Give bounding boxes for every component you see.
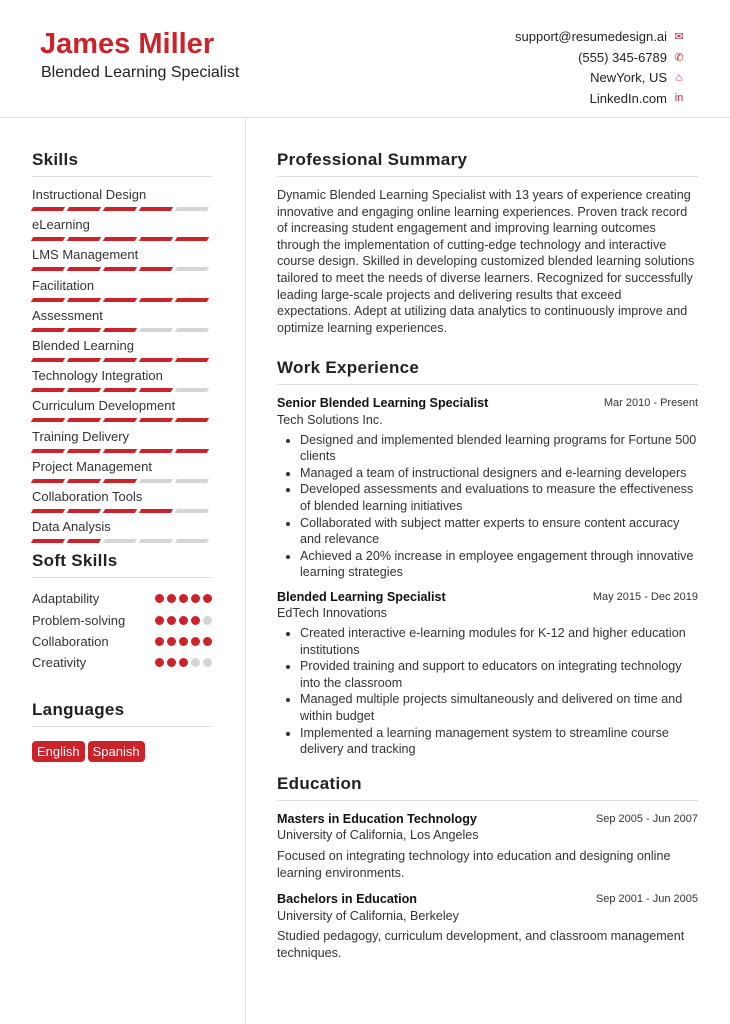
skill-bar-segment xyxy=(67,358,101,362)
skill-bar-segment xyxy=(139,237,173,241)
rating-dot xyxy=(179,616,188,625)
envelope-icon: ✉ xyxy=(674,30,684,43)
skill-item xyxy=(32,429,212,459)
skill-bar-segment xyxy=(103,509,137,513)
skill-bar-segment xyxy=(103,479,137,483)
education-heading: Education xyxy=(277,774,698,801)
skill-name: Technology Integration xyxy=(32,368,163,384)
contact-text: (555) 345-6789 xyxy=(578,49,667,65)
home-icon: ⌂ xyxy=(675,71,683,84)
skill-item xyxy=(32,368,212,398)
rating-dot xyxy=(203,616,212,625)
degree: Masters in Education Technology xyxy=(277,811,477,826)
soft-skill-rating xyxy=(155,616,212,625)
job-dates: May 2015 - Dec 2019 xyxy=(592,590,698,603)
contact-text: support@resumedesign.ai xyxy=(515,28,667,44)
skill-bar-segment xyxy=(175,298,209,302)
skill-bar-segment xyxy=(175,479,209,483)
skill-bar-segment xyxy=(103,388,137,392)
skill-bar-segment xyxy=(175,539,209,543)
candidate-title: Blended Learning Specialist xyxy=(41,64,240,81)
job-bullet: • Managed a team of instructional designers and e-learning developers xyxy=(300,465,698,482)
summary-heading: Professional Summary xyxy=(277,150,698,177)
phone-icon: ✆ xyxy=(674,51,684,64)
job-dates: Mar 2010 - Present xyxy=(603,397,698,410)
rating-dot xyxy=(155,637,164,646)
skill-name: eLearning xyxy=(32,217,90,233)
skill-bar-segment xyxy=(175,237,209,241)
skill-bar-segment xyxy=(67,539,101,543)
skill-level-bar xyxy=(32,267,212,271)
skill-item xyxy=(32,217,212,247)
skill-bar-segment xyxy=(175,509,209,513)
main-content xyxy=(277,150,698,976)
skill-bar-segment xyxy=(139,418,173,422)
soft-skill-rating xyxy=(155,637,212,646)
skill-bar-segment xyxy=(31,479,65,483)
rating-dot xyxy=(203,637,212,646)
education-dates: Sep 2005 - Jun 2007 xyxy=(595,812,698,825)
skill-bar-segment xyxy=(67,479,101,483)
skill-bar-segment xyxy=(31,267,65,271)
column-divider xyxy=(245,118,246,1024)
skills-list xyxy=(32,187,212,549)
rating-dot xyxy=(191,658,200,667)
rating-dot xyxy=(191,594,200,603)
job-bullet: • Collaborated with subject matter experts to ensure content accuracy and relevance xyxy=(300,515,698,548)
skill-bar-segment xyxy=(103,449,137,453)
school: University of California, Los Angeles xyxy=(277,828,479,843)
work-heading: Work Experience xyxy=(277,358,698,385)
language-tag: Spanish xyxy=(88,741,145,762)
skill-item xyxy=(32,398,212,428)
skill-bar-segment xyxy=(139,267,173,271)
rating-dot xyxy=(203,658,212,667)
skill-bar-segment xyxy=(31,298,65,302)
job-title: Blended Learning Specialist xyxy=(277,589,446,604)
job-bullet: • Managed multiple projects simultaneously and delivered on time and within budget xyxy=(300,691,698,724)
contact-list xyxy=(515,26,685,109)
language-tag: English xyxy=(32,741,85,762)
skill-name: Assessment xyxy=(32,307,103,323)
job-entry xyxy=(277,395,698,581)
skill-bar-segment xyxy=(31,237,65,241)
jobs-list xyxy=(277,395,698,757)
skill-name: Curriculum Development xyxy=(32,398,176,414)
rating-dot xyxy=(155,658,164,667)
education-entry xyxy=(277,811,698,881)
skill-bar-segment xyxy=(67,298,101,302)
skill-bar-segment xyxy=(31,509,65,513)
skill-bar-segment xyxy=(139,207,173,211)
skill-bar-segment xyxy=(31,328,65,332)
skill-level-bar xyxy=(32,328,212,332)
rating-dot xyxy=(167,616,176,625)
skill-bar-segment xyxy=(103,237,137,241)
skill-bar-segment xyxy=(67,328,101,332)
skill-level-bar xyxy=(32,298,212,302)
skill-bar-segment xyxy=(175,207,209,211)
rating-dot xyxy=(167,658,176,667)
skill-bar-segment xyxy=(31,539,65,543)
skill-bar-segment xyxy=(139,388,173,392)
resume-header xyxy=(0,0,730,118)
rating-dot xyxy=(203,594,212,603)
skill-level-bar xyxy=(32,449,212,453)
skill-item xyxy=(32,278,212,308)
soft-skills-heading: Soft Skills xyxy=(32,551,212,578)
education-description: Focused on integrating technology into education and designing online learning environments. xyxy=(277,849,671,880)
skill-bar-segment xyxy=(175,388,209,392)
skill-item xyxy=(32,338,212,368)
soft-skill-name: Problem-solving xyxy=(32,612,126,628)
rating-dot xyxy=(191,637,200,646)
job-bullet: • Created interactive e-learning modules for K-12 and higher education institutions xyxy=(300,625,698,658)
skill-bar-segment xyxy=(67,509,101,513)
linkedin-icon: in xyxy=(674,92,684,105)
skill-bar-segment xyxy=(139,479,173,483)
job-bullet: • Designed and implemented blended learning programs for Fortune 500 clients xyxy=(300,432,698,465)
languages-list xyxy=(32,741,212,762)
skill-level-bar xyxy=(32,237,212,241)
skill-level-bar xyxy=(32,388,212,392)
rating-dot xyxy=(155,594,164,603)
skill-name: Project Management xyxy=(32,458,152,474)
skill-bar-segment xyxy=(175,328,209,332)
skill-bar-segment xyxy=(103,267,137,271)
soft-skill-item xyxy=(32,610,212,631)
skill-item xyxy=(32,459,212,489)
sidebar xyxy=(32,150,212,762)
skill-bar-segment xyxy=(67,418,101,422)
job-bullets xyxy=(300,432,698,581)
rating-dot xyxy=(179,658,188,667)
soft-skill-item xyxy=(32,588,212,609)
contact-text: NewYork, US xyxy=(590,70,667,86)
skill-bar-segment xyxy=(103,298,137,302)
skill-bar-segment xyxy=(103,328,137,332)
soft-skill-name: Adaptability xyxy=(32,591,100,607)
skill-bar-segment xyxy=(103,539,137,543)
skill-bar-segment xyxy=(103,418,137,422)
skill-item xyxy=(32,187,212,217)
skill-bar-segment xyxy=(67,388,101,392)
soft-skill-item xyxy=(32,631,212,652)
job-company: EdTech Innovations xyxy=(277,606,387,621)
skill-bar-segment xyxy=(67,449,101,453)
contact-item[interactable] xyxy=(515,88,685,109)
contact-item[interactable] xyxy=(515,47,685,68)
skill-level-bar xyxy=(32,479,212,483)
languages-heading: Languages xyxy=(32,700,212,727)
rating-dot xyxy=(167,637,176,646)
degree: Bachelors in Education xyxy=(277,892,417,907)
skill-item xyxy=(32,519,212,549)
contact-item[interactable] xyxy=(515,67,685,88)
skill-bar-segment xyxy=(175,267,209,271)
job-entry xyxy=(277,589,698,758)
skill-level-bar xyxy=(32,509,212,513)
rating-dot xyxy=(155,616,164,625)
skill-name: Collaboration Tools xyxy=(32,488,143,504)
skill-bar-segment xyxy=(67,237,101,241)
skill-bar-segment xyxy=(139,358,173,362)
skill-item xyxy=(32,247,212,277)
skills-heading: Skills xyxy=(32,150,212,177)
job-company: Tech Solutions Inc. xyxy=(277,412,383,427)
job-bullets xyxy=(300,625,698,758)
job-title: Senior Blended Learning Specialist xyxy=(277,396,489,411)
skill-bar-segment xyxy=(175,358,209,362)
soft-skills-list xyxy=(32,588,212,673)
skill-bar-segment xyxy=(67,207,101,211)
skill-bar-segment xyxy=(175,449,209,453)
skill-bar-segment xyxy=(139,298,173,302)
skill-bar-segment xyxy=(67,267,101,271)
soft-skill-rating xyxy=(155,658,212,667)
soft-skill-item xyxy=(32,652,212,673)
candidate-name: James Miller xyxy=(40,28,215,60)
skill-bar-segment xyxy=(31,358,65,362)
job-bullet: • Developed assessments and evaluations to measure the effectiveness of blended learning initiatives xyxy=(300,481,698,514)
education-entry xyxy=(277,891,698,961)
contact-text: LinkedIn.com xyxy=(589,90,667,106)
education-dates: Sep 2001 - Jun 2005 xyxy=(595,893,698,906)
soft-skill-name: Creativity xyxy=(32,655,87,671)
contact-item[interactable] xyxy=(515,26,685,47)
skill-level-bar xyxy=(32,418,212,422)
skill-name: Facilitation xyxy=(32,277,95,293)
soft-skill-rating xyxy=(155,594,212,603)
skill-level-bar xyxy=(32,358,212,362)
skill-bar-segment xyxy=(103,358,137,362)
skill-name: Blended Learning xyxy=(32,337,134,353)
rating-dot xyxy=(179,594,188,603)
skill-bar-segment xyxy=(139,509,173,513)
skill-bar-segment xyxy=(139,449,173,453)
summary-text: Dynamic Blended Learning Specialist with 13 years of experience creating innovative and engaging online learning experiences. Proven track record of increasing student engagement and improving learning outcomes through the implementation of cutting-edge technology and interactive course design. Skilled in developing customized blended learning solutions tailored to meet the needs of diverse learners. Recognized for successfully leading large-scale projects and delivering results that exceed expectations. Adept at utilizing data analytics to continuously improve and optimize learning experiences. xyxy=(277,188,695,335)
soft-skill-name: Collaboration xyxy=(32,633,109,649)
skill-bar-segment xyxy=(31,418,65,422)
education-description: Studied pedagogy, curriculum development, and classroom management techniques. xyxy=(277,929,685,960)
skill-item xyxy=(32,489,212,519)
skill-name: LMS Management xyxy=(32,247,139,263)
skill-bar-segment xyxy=(31,388,65,392)
skill-bar-segment xyxy=(31,207,65,211)
skill-level-bar xyxy=(32,539,212,543)
job-bullet: • Achieved a 20% increase in employee engagement through innovative learning strategies xyxy=(300,548,698,581)
job-bullet: • Implemented a learning management system to streamline course delivery and tracking xyxy=(300,725,698,758)
education-list xyxy=(277,811,698,962)
skill-name: Data Analysis xyxy=(32,519,111,535)
rating-dot xyxy=(191,616,200,625)
skill-bar-segment xyxy=(31,449,65,453)
school: University of California, Berkeley xyxy=(277,908,459,923)
skill-bar-segment xyxy=(139,328,173,332)
skill-name: Training Delivery xyxy=(32,428,130,444)
skill-bar-segment xyxy=(103,207,137,211)
skill-name: Instructional Design xyxy=(32,187,147,202)
rating-dot xyxy=(167,594,176,603)
skill-item xyxy=(32,308,212,338)
skill-bar-segment xyxy=(139,539,173,543)
skill-level-bar xyxy=(32,207,212,211)
job-bullet: • Provided training and support to educators on integrating technology into the classroom xyxy=(300,658,698,691)
skill-bar-segment xyxy=(175,418,209,422)
rating-dot xyxy=(179,637,188,646)
